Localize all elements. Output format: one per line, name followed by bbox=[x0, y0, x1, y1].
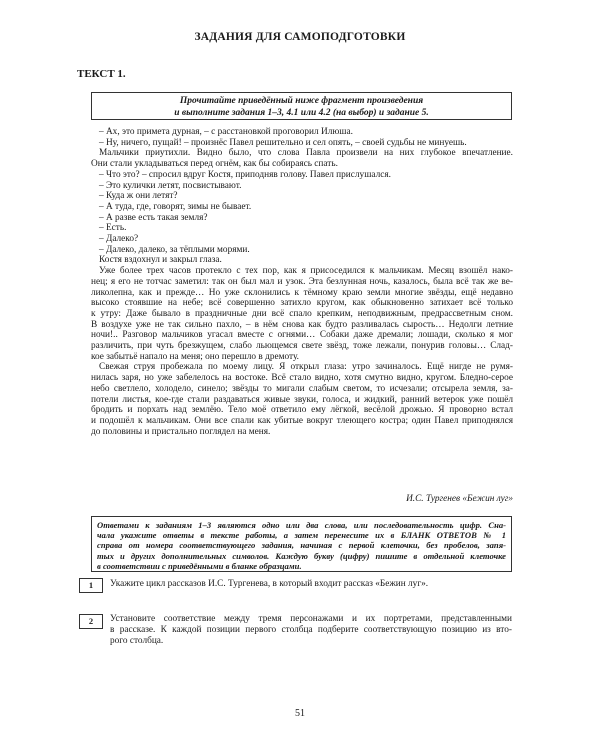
answers-line: Ответами к заданиям 1–3 являются одно или два слова, или последовательность цифр. Сна- bbox=[97, 520, 506, 530]
task-number-box: 2 bbox=[79, 614, 103, 629]
passage-line: В воздухе уже не так сильно пахло, – в нём снова как будто разливалась сырость… Недолги летние bbox=[91, 319, 513, 330]
passage-line: – А разве есть такая земля? bbox=[99, 212, 208, 223]
passage-line: – Что это? – спросил вдруг Костя, приподняв голову. Павел прислушался. bbox=[99, 169, 391, 180]
passage-line: ликолепна, как и прежде… Но уже склонились к тёмному краю земли многие звёзды, ещё недавно bbox=[91, 287, 513, 298]
passage-line: – Есть. bbox=[99, 223, 127, 234]
passage-line: ночи!.. Разговор мальчиков угасал вместе с огнями… Собаки даже дремали; лошади, сколько я мог bbox=[91, 330, 513, 341]
passage-line: Мальчики приутихли. Видно было, что слова Павла произвели на них глубокое впечатление. bbox=[99, 148, 513, 159]
passage-line: кое забытьё напало на меня; оно перешло в дремоту. bbox=[91, 351, 300, 362]
passage-line: Уже более трех часов протекло с тех пор, как я присоседился к мальчикам. Месяц взошёл нако- bbox=[99, 266, 513, 277]
passage-line: – Ну, ничего, пущай! – произнёс Павел решительно и сел опять, – своей судьбы не минуешь. bbox=[99, 137, 467, 148]
task-2-text bbox=[110, 614, 512, 647]
task-number-box: 1 bbox=[79, 578, 103, 593]
passage-line: Они стали укладываться перед огнём, как бы собираясь спать. bbox=[91, 159, 338, 170]
task-line: Установите соответствие между тремя персонажами и их портретами, представленными bbox=[110, 614, 512, 624]
author-attribution: И.С. Тургенев «Бежин луг» bbox=[406, 494, 513, 504]
page-number: 51 bbox=[295, 708, 305, 719]
instruction-line: и выполните задания 1–3, 4.1 или 4.2 (на выбор) и задание 5. bbox=[174, 108, 429, 118]
task-line: рого столбца. bbox=[110, 636, 164, 646]
passage-line: нец; я его не тотчас заметил: так он был мал и узок. Эта безлунная ночь, казалось, была всё так же ве- bbox=[91, 276, 513, 287]
task-line: в рассказе. К каждой позиции первого столбца подберите соответствующую позицию из вто- bbox=[110, 625, 512, 635]
text-label: ТЕКСТ 1. bbox=[77, 68, 126, 80]
passage-line: к утру: Даже бывало в праздничные дни всё спало крепким, неподвижным, предрассветным сном. bbox=[91, 308, 513, 319]
passage-line: небо светлело, холодело, синело; звёзды то мигали слабым светом, то исчезали; отсырела земля, за- bbox=[91, 383, 513, 394]
passage-line: различить, при чуть брезжущем, слабо льющемся свете звёзд, тоже лежали, понурив головы… Слад- bbox=[91, 341, 513, 352]
task-1-text bbox=[110, 579, 512, 590]
passage-line: высоко стоявшие на небе; всё совершенно затихло кругом, как обыкновенно затихает всё только bbox=[91, 298, 513, 309]
passage-line: Костя вздохнул и закрыл глаза. bbox=[99, 255, 222, 266]
page-title: ЗАДАНИЯ ДЛЯ САМОПОДГОТОВКИ bbox=[194, 31, 406, 43]
passage-line: нилась заря, но уже забелелось на востоке. Всё стало видно, хотя смутно видно, кругом. Бледно-серое bbox=[91, 373, 513, 384]
passage-line: – Это кулички летят, посвистывают. bbox=[99, 180, 242, 191]
passage-line: – Далеко, далеко, за тёплыми морями. bbox=[99, 244, 250, 255]
answers-line: в соответствии с приведёнными в бланке образцами. bbox=[97, 560, 302, 571]
task-line: Укажите цикл рассказов И.С. Тургенева, в который входит рассказ «Бежин луг». bbox=[110, 579, 429, 589]
passage-line: бродить и порхать над землёю. Тело моё ответило ему лёгкой, весёлой дрожью. Я проворно встал bbox=[91, 405, 513, 416]
answers-instruction-box bbox=[91, 516, 512, 572]
passage-text bbox=[91, 127, 513, 437]
passage-line: – Куда ж они летят? bbox=[99, 191, 178, 202]
passage-line: – А туда, где, говорят, зимы не бывает. bbox=[99, 201, 252, 212]
answers-line: чала укажите ответы в тексте работы, а затем перенесите их в БЛАНК ОТВЕТОВ № 1 bbox=[97, 530, 506, 541]
instruction-box bbox=[91, 92, 512, 120]
passage-line: – Далеко? bbox=[99, 234, 139, 245]
passage-line: – Ах, это примета дурная, – с расстановкой проговорил Илюша. bbox=[99, 127, 353, 137]
instruction-line: Прочитайте приведённый ниже фрагмент произведения bbox=[179, 96, 424, 106]
passage-line: и подошёл к мальчикам. Они все спали как убитые вокруг тлеющего костра; один Павел приподнялся bbox=[91, 415, 513, 426]
passage-line: до половины и пристально поглядел на меня. bbox=[91, 426, 271, 437]
answers-line: тых и других дополнительных символов. Каждую букву (цифру) пишите в отдельной клеточке bbox=[97, 550, 506, 561]
answers-line: справа от номера соответствующего задания, начиная с первой клеточки, без пробелов, запя- bbox=[97, 540, 506, 551]
passage-line: потели листья, кое-где стали раздаваться живые звуки, голоса, и жидкий, ранний ветерок уже пошёл bbox=[91, 394, 513, 405]
passage-line: Свежая струя пробежала по моему лицу. Я открыл глаза: утро зачиналось. Ещё нигде не румя- bbox=[99, 362, 513, 373]
